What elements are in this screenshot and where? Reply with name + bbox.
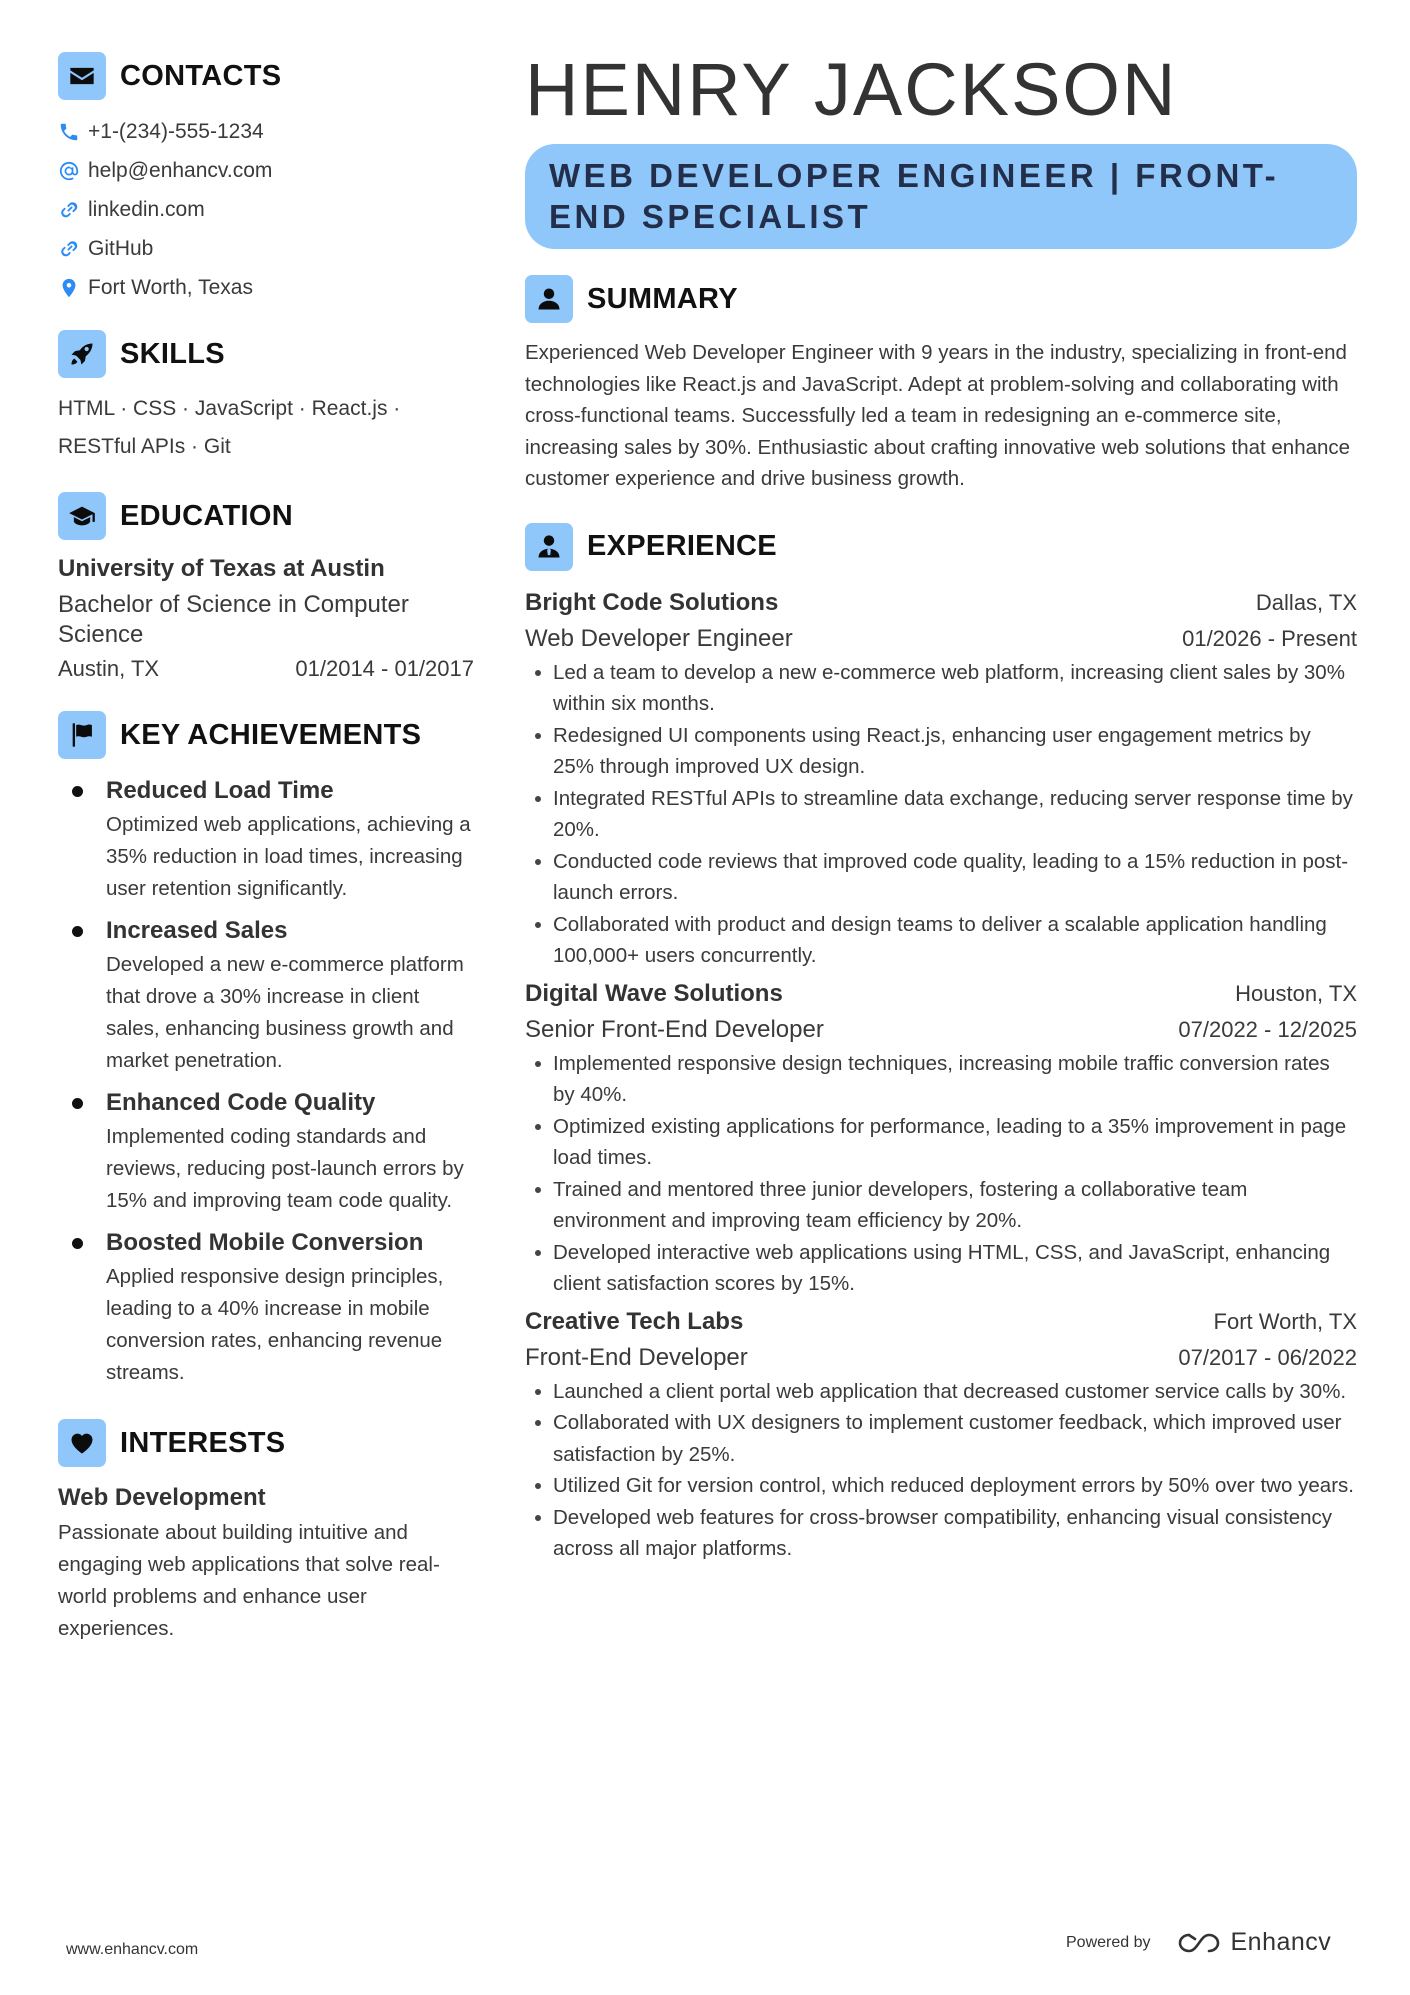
education-degree: Bachelor of Science in Computer Science [58,591,409,648]
education-dates: 01/2014 - 01/2017 [295,656,474,681]
contact-location [58,268,474,307]
company-name: Bright Code Solutions [525,588,779,616]
job-bullets [525,1048,1357,1300]
experience-heading: EXPERIENCE [587,530,777,562]
footer-branding[interactable] [1066,1928,1331,1957]
contact-github[interactable] [58,229,474,268]
enhancv-logo-icon [1175,1930,1223,1956]
education-school: University of Texas at Austin [58,555,385,582]
job-location: Dallas, TX [1255,589,1357,615]
job-bullet: Conducted code reviews that improved code quality, leading to a 15% reduction in post-launch errors. [525,846,1357,909]
achievement-desc: Developed a new e-commerce platform that drove a 30% increase in client sales, enhancing business growth and market penetration. [106,953,464,1072]
skills-line: RESTful APIs · Git [58,435,231,458]
map-pin-icon [58,277,80,299]
achievements-heading: KEY ACHIEVEMENTS [120,718,422,751]
job-dates: 01/2026 - Present [1182,625,1357,651]
graduation-cap-icon [58,492,106,540]
summary-heading: SUMMARY [587,282,738,315]
achievement-desc: Implemented coding standards and reviews, reducing post-launch errors by 15% and improving team code quality. [106,1125,464,1212]
job-location: Fort Worth, TX [1213,1308,1357,1334]
achievement-desc: Applied responsive design principles, leading to a 40% increase in mobile conversion rates, enhancing revenue streams. [106,1265,444,1384]
job-bullet: Developed interactive web applications using HTML, CSS, and JavaScript, enhancing client satisfaction scores by 15%. [525,1237,1357,1300]
skills-line: HTML · CSS · JavaScript · React.js · [58,397,401,420]
flag-icon [58,711,106,759]
job-role: Web Developer Engineer [525,624,793,652]
job-title-banner: WEB DEVELOPER ENGINEER | FRONT-END SPECIALIST [525,144,1357,249]
summary-text: Experienced Web Developer Engineer with 9 years in the industry, specializing in front-end technologies like React.js and JavaScript. Adept at problem-solving and collaborating with cross-functional teams. Successfully led a team in redesigning an e-commerce site, increasing sales by 30%. Enthusiastic about crafting innovative web solutions that enhance customer experience and drive business growth. [525,341,1351,490]
achievement-title: Reduced Load Time [106,777,334,804]
job-bullet: Collaborated with product and design teams to deliver a scalable application handling 100,000+ users concurrently. [525,909,1357,972]
briefcase-user-icon [525,523,573,571]
job-bullet: Developed web features for cross-browser compatibility, enhancing visual consistency across all major platforms. [525,1502,1357,1565]
achievement-item [58,913,474,1077]
summary-section-header [525,275,1357,323]
job-role: Front-End Developer [525,1343,748,1371]
achievement-item [58,773,474,905]
job-bullet: Collaborated with UX designers to implement customer feedback, which improved user satisfaction by 25%. [525,1407,1357,1470]
company-name: Creative Tech Labs [525,1307,744,1335]
linkedin-text: linkedin.com [88,197,205,221]
job-bullet: Utilized Git for version control, which reduced deployment errors by 50% over two years. [525,1470,1357,1502]
contact-linkedin[interactable] [58,190,474,229]
experience-item [525,976,1357,1300]
right-column [525,48,1357,1569]
interests-heading: INTERESTS [120,1426,286,1459]
job-bullet: Integrated RESTful APIs to streamline data exchange, reducing server response time by 20%. [525,783,1357,846]
skills-heading: SKILLS [120,337,225,370]
education-location: Austin, TX [58,656,160,681]
phone-text: +1-(234)-555-1234 [88,119,264,143]
footer-website-link[interactable]: www.enhancv.com [66,1941,199,1958]
heart-icon [58,1419,106,1467]
experience-item [525,1304,1357,1565]
job-bullet: Launched a client portal web application that decreased customer service calls by 30%. [525,1376,1357,1408]
job-location: Houston, TX [1235,980,1357,1006]
achievements-section-header [58,711,474,759]
at-icon [58,160,80,182]
achievement-title: Enhanced Code Quality [106,1089,376,1116]
contact-phone[interactable] [58,112,474,151]
job-bullet: Implemented responsive design techniques, increasing mobile traffic conversion rates by 40%. [525,1048,1357,1111]
achievements-list [58,773,474,1389]
company-name: Digital Wave Solutions [525,979,783,1007]
skills-list [58,390,474,466]
achievement-title: Increased Sales [106,917,288,944]
job-dates: 07/2017 - 06/2022 [1178,1344,1357,1370]
job-bullet: Trained and mentored three junior developers, fostering a collaborative team environment and improving team efficiency by 20%. [525,1174,1357,1237]
education-entry [58,554,474,684]
link-icon [58,238,80,260]
experience-list [525,585,1357,1565]
achievement-item [58,1225,474,1389]
interests-section-header [58,1419,474,1467]
job-bullet: Redesigned UI components using React.js, enhancing user engagement metrics by 25% through improved UX design. [525,720,1357,783]
experience-item [525,585,1357,972]
job-bullets [525,657,1357,972]
education-heading: EDUCATION [120,499,293,532]
education-meta [58,654,474,684]
brand-name: Enhancv [1230,1928,1332,1956]
experience-section-header [525,523,1357,571]
user-icon [525,275,573,323]
job-dates: 07/2022 - 12/2025 [1178,1016,1357,1042]
location-text: Fort Worth, Texas [88,275,253,299]
phone-icon [58,121,80,143]
envelope-icon [58,52,106,100]
skills-section-header [58,330,474,378]
rocket-icon [58,330,106,378]
interest-entry [58,1481,474,1645]
github-text: GitHub [88,236,154,260]
contacts-heading: CONTACTS [120,59,282,92]
job-bullet: Optimized existing applications for performance, leading to a 35% improvement in page load times. [525,1111,1357,1174]
powered-by-label: Powered by [1066,1933,1151,1951]
job-bullet: Led a team to develop a new e-commerce web platform, increasing client sales by 30% within six months. [525,657,1357,720]
achievement-desc: Optimized web applications, achieving a 35% reduction in load times, increasing user retention significantly. [106,813,471,900]
left-column [58,52,474,1645]
contact-email[interactable] [58,151,474,190]
achievement-item [58,1085,474,1217]
education-section-header [58,492,474,540]
contacts-list [58,112,474,307]
email-text: help@enhancv.com [88,158,273,182]
job-role: Senior Front-End Developer [525,1015,824,1043]
achievement-title: Boosted Mobile Conversion [106,1229,424,1256]
link-icon [58,199,80,221]
contacts-section-header [58,52,474,100]
job-bullets [525,1376,1357,1565]
candidate-name: HENRY JACKSON [525,48,1178,131]
interest-title: Web Development [58,1484,266,1511]
interest-desc: Passionate about building intuitive and engaging web applications that solve real-world problems and enhance user experiences. [58,1521,440,1640]
